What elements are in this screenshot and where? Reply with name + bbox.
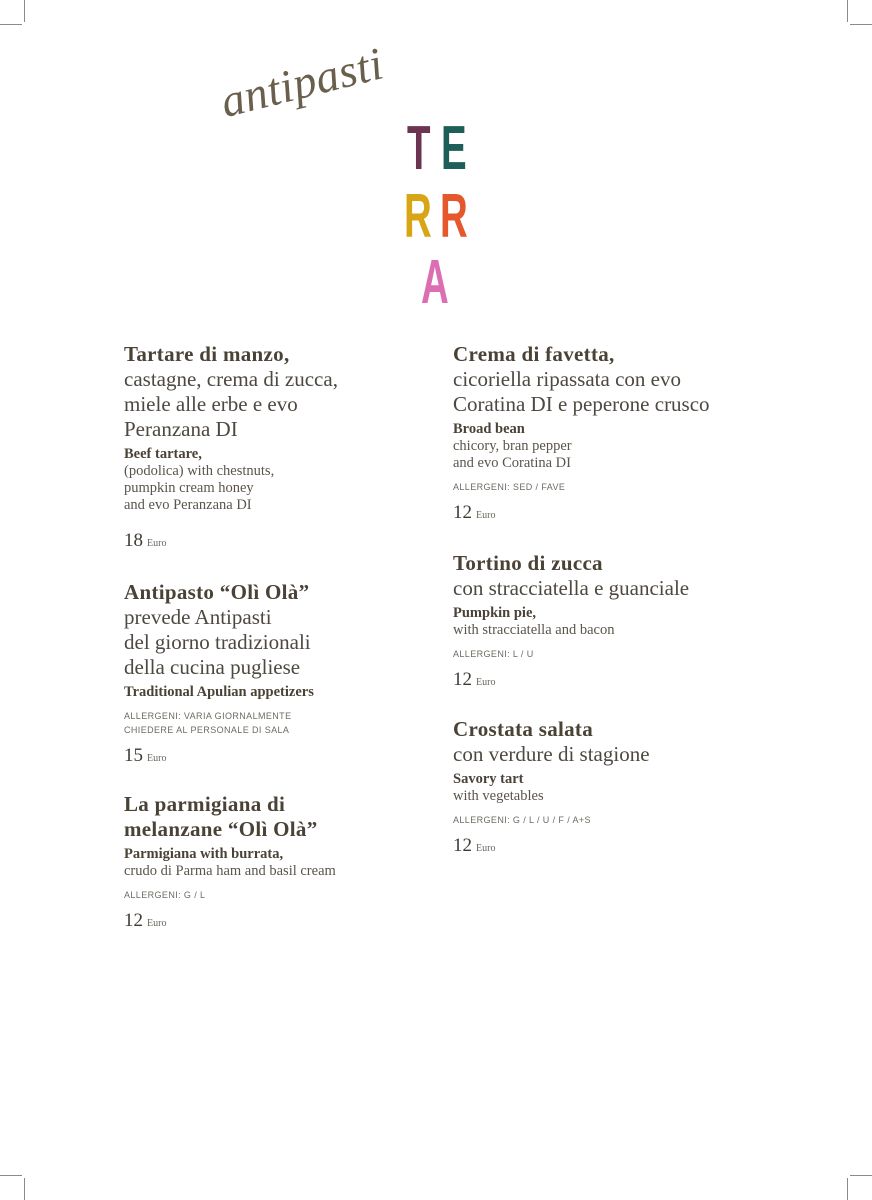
dish-english-description: with stracciatella and bacon: [453, 622, 615, 638]
dish-english-description: crudo di Parma ham and basil cream: [124, 863, 336, 879]
dish-english-description: chicory, bran pepper: [453, 438, 572, 454]
dish-parmigiana: [124, 792, 424, 932]
dish-english-description: (podolica) with chestnuts,: [124, 463, 275, 479]
dish-name: Crema di favetta,: [453, 342, 615, 366]
price-currency: Euro: [147, 918, 167, 929]
dish-english-name: Beef tartare,: [124, 446, 202, 462]
dish-english-name: Pumpkin pie,: [453, 605, 536, 621]
dish-english-description: pumpkin cream honey: [124, 480, 254, 496]
crop-mark-bottom-left-v: [24, 1178, 25, 1200]
dish-tortino-di-zucca: [453, 551, 793, 691]
price-currency: Euro: [147, 753, 167, 764]
dish-english-name: Broad bean: [453, 421, 525, 437]
brand-letter-r1: R: [404, 182, 432, 251]
price-currency: Euro: [476, 843, 496, 854]
dish-allergens: [453, 647, 793, 661]
price-value: 18: [124, 530, 143, 551]
dish-allergens: [453, 480, 793, 494]
dish-crema-di-favetta: [453, 342, 793, 524]
dish-description-line: Coratina DI e peperone crusco: [453, 392, 710, 416]
brand-letter-a: A: [421, 248, 449, 317]
crop-mark-top-left-h: [0, 24, 22, 25]
dish-price: [453, 835, 793, 857]
dish-price: [453, 669, 793, 691]
dish-description-line: prevede Antipasti: [124, 605, 272, 629]
dish-english-name: Savory tart: [453, 771, 524, 787]
crop-mark-top-right-h: [850, 24, 872, 25]
price-value: 12: [124, 910, 143, 931]
dish-price: [453, 502, 793, 524]
allergens-line: ALLERGENI: G / L: [124, 890, 206, 900]
allergens-line: ALLERGENI: L / U: [453, 649, 534, 659]
dish-description-line: del giorno tradizionali: [124, 630, 311, 654]
price-currency: Euro: [147, 538, 167, 549]
crop-mark-bottom-right-v: [847, 1178, 848, 1200]
dish-description-line: Peranzana DI: [124, 417, 238, 441]
dish-name-line: melanzane “Olì Olà”: [124, 817, 318, 841]
allergens-line: ALLERGENI: VARIA GIORNALMENTE: [124, 711, 292, 721]
price-value: 12: [453, 835, 472, 856]
dish-english-description: and evo Coratina DI: [453, 455, 571, 471]
dish-english-name: Traditional Apulian appetizers: [124, 684, 314, 700]
brand-letter-t: T: [407, 114, 431, 183]
dish-description-line: castagne, crema di zucca,: [124, 367, 338, 391]
allergens-line: CHIEDERE AL PERSONALE DI SALA: [124, 725, 290, 735]
dish-name: Antipasto “Olì Olà”: [124, 580, 310, 604]
dish-price: [124, 910, 424, 932]
allergens-line: ALLERGENI: SED / FAVE: [453, 482, 566, 492]
dish-name-line: La parmigiana di: [124, 792, 286, 816]
dish-english-name: Parmigiana with burrata,: [124, 846, 284, 862]
price-value: 12: [453, 502, 472, 523]
dish-allergens: [124, 888, 424, 902]
dish-allergens: [124, 709, 424, 737]
price-value: 15: [124, 745, 143, 766]
price-currency: Euro: [476, 677, 496, 688]
brand-letter-r2: R: [440, 182, 468, 251]
crop-mark-bottom-left-h: [0, 1175, 22, 1176]
brand-letter-e: E: [441, 114, 467, 183]
dish-name: Tortino di zucca: [453, 551, 603, 575]
dish-description-line: con stracciatella e guanciale: [453, 576, 690, 600]
dish-description-line: con verdure di stagione: [453, 742, 650, 766]
dish-price: [124, 745, 424, 767]
dish-description-line: della cucina pugliese: [124, 655, 301, 679]
dish-description-line: cicoriella ripassata con evo: [453, 367, 681, 391]
price-currency: Euro: [476, 510, 496, 521]
section-title: antipasti: [215, 37, 389, 128]
dish-allergens: [453, 813, 793, 827]
dish-tartare: [124, 342, 424, 552]
allergens-line: ALLERGENI: G / L / U / F / A+S: [453, 815, 591, 825]
dish-name: Tartare di manzo,: [124, 342, 290, 366]
dish-price: [124, 530, 424, 552]
dish-description-line: miele alle erbe e evo: [124, 392, 298, 416]
dish-english-description: with vegetables: [453, 788, 544, 804]
dish-english-description: and evo Peranzana DI: [124, 497, 252, 513]
dish-name: Crostata salata: [453, 717, 594, 741]
crop-mark-top-right-v: [847, 0, 848, 22]
dish-crostata-salata: [453, 717, 793, 857]
dish-antipasto-oli-ola: [124, 580, 424, 767]
crop-mark-top-left-v: [24, 0, 25, 22]
crop-mark-bottom-right-h: [850, 1175, 872, 1176]
price-value: 12: [453, 669, 472, 690]
